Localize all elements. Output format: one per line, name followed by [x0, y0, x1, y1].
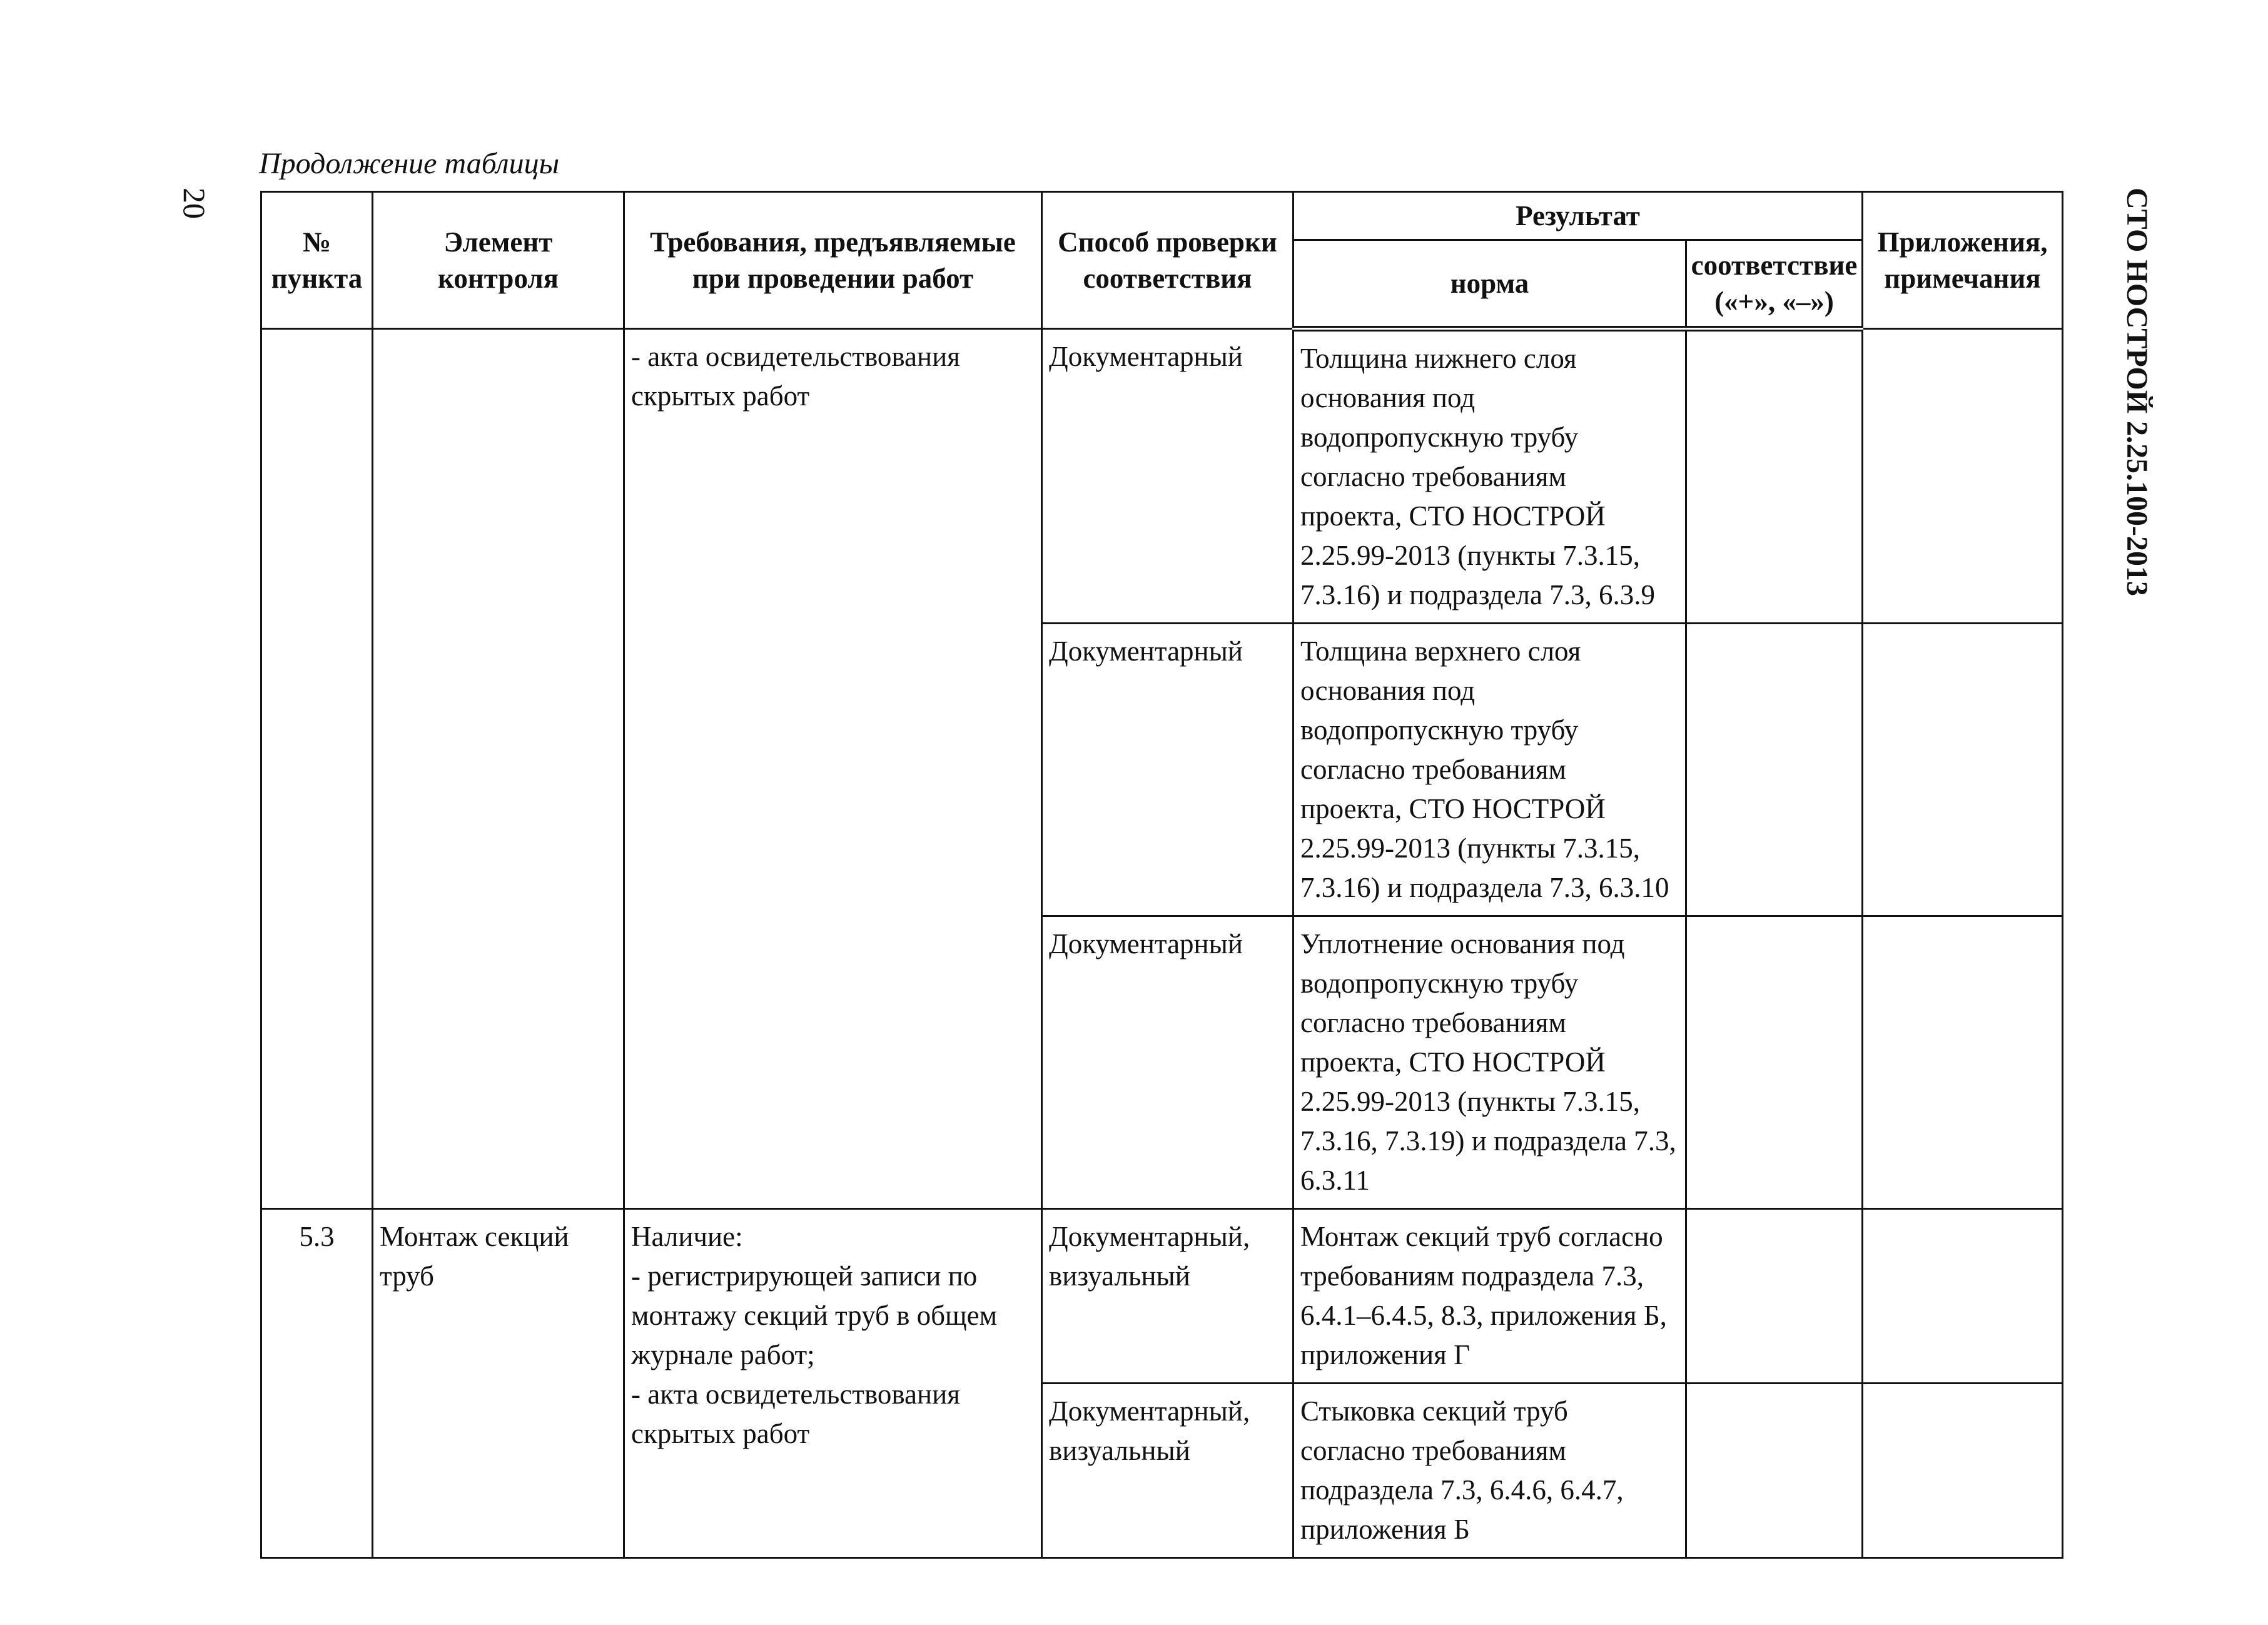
header-compliance: соответствие («+», «–»)	[1686, 240, 1863, 329]
compliance-cell	[1686, 1384, 1863, 1558]
header-method: Способ проверки соответствия	[1042, 192, 1293, 329]
header-notes: Приложения, примечания	[1863, 192, 2063, 329]
norm-cell: Уплотнение основания под водопропускную трубу согласно требованиям проекта, СТО НОСТРОЙ 2.25.99-2013 (пункты 7.3.15, 7.3.16, 7.3.19) и подраздела 7.3, 6.3.11	[1293, 916, 1686, 1209]
norm-cell: Толщина верхнего слоя основания под водопропускную трубу согласно требованиям проекта, СТО НОСТРОЙ 2.25.99-2013 (пункты 7.3.15, 7.3.16) и подраздела 7.3, 6.3.10	[1293, 624, 1686, 916]
requirements-cell: - акта освидетельствования скрытых работ	[624, 329, 1042, 1209]
document-code: СТО НОСТРОЙ 2.25.100-2013	[2120, 188, 2154, 597]
notes-cell	[1863, 1384, 2063, 1558]
item-no-cell	[261, 329, 373, 1209]
control-table	[260, 191, 2063, 1559]
notes-cell	[1863, 329, 2063, 624]
table-row	[261, 329, 2063, 624]
compliance-cell	[1686, 1209, 1863, 1384]
element-cell	[373, 329, 624, 1209]
notes-cell	[1863, 916, 2063, 1209]
method-cell: Документарный	[1042, 624, 1293, 916]
item-no-cell: 5.3	[261, 1209, 373, 1558]
page-number: 20	[177, 188, 212, 219]
norm-cell: Монтаж секций труб согласно требованиям подраздела 7.3, 6.4.1–6.4.5, 8.3, приложения Б, приложения Г	[1293, 1209, 1686, 1384]
header-norm: норма	[1293, 240, 1686, 329]
requirements-cell: Наличие: - регистрирующей записи по монтажу секций труб в общем журнале работ; - акта освидетельствования скрытых работ	[624, 1209, 1042, 1558]
method-cell: Документарный	[1042, 916, 1293, 1209]
header-element: Элемент контроля	[373, 192, 624, 329]
norm-cell: Толщина нижнего слоя основания под водопропускную трубу согласно требованиям проекта, СТО НОСТРОЙ 2.25.99-2013 (пункты 7.3.15, 7.3.16) и подраздела 7.3, 6.3.9	[1293, 329, 1686, 624]
method-cell: Документарный, визуальный	[1042, 1209, 1293, 1384]
notes-cell	[1863, 1209, 2063, 1384]
compliance-cell	[1686, 329, 1863, 624]
header-requirements: Требования, предъявляемые при проведении работ	[624, 192, 1042, 329]
compliance-cell	[1686, 916, 1863, 1209]
table-row	[261, 1209, 2063, 1384]
notes-cell	[1863, 624, 2063, 916]
compliance-cell	[1686, 624, 1863, 916]
continuation-label: Продолжение таблицы	[259, 147, 560, 180]
norm-cell: Стыковка секций труб согласно требованиям подраздела 7.3, 6.4.6, 6.4.7, приложения Б	[1293, 1384, 1686, 1558]
method-cell: Документарный, визуальный	[1042, 1384, 1293, 1558]
header-result: Результат	[1293, 192, 1863, 240]
element-cell: Монтаж секций труб	[373, 1209, 624, 1558]
method-cell: Документарный	[1042, 329, 1293, 624]
header-item-no: № пункта	[261, 192, 373, 329]
